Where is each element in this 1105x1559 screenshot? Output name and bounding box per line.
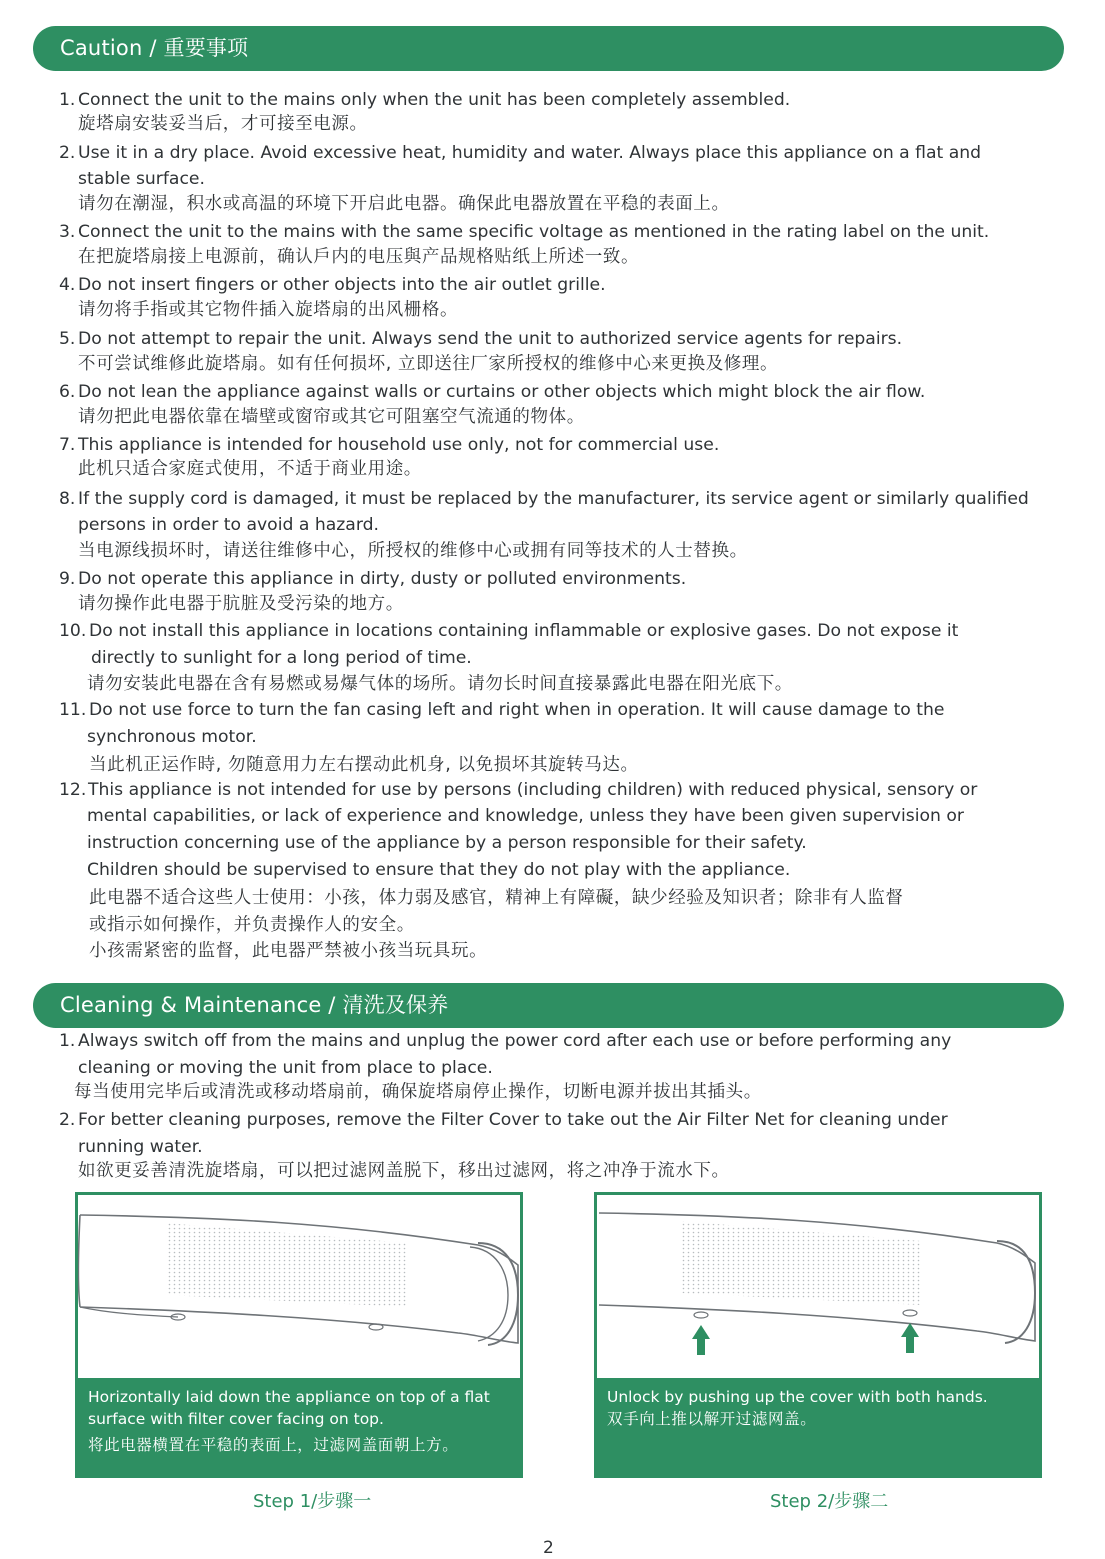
item-number: 7. xyxy=(59,435,76,455)
push-up-arrow-icon xyxy=(901,1323,919,1353)
item-text: Do not install this appliance in locations containing inflammable or explosive gases. Do not expose it xyxy=(89,621,959,641)
item-text-zh: 请勿将手指或其它物件插入旋塔扇的出风栅格。 xyxy=(78,300,459,320)
item-text: Always switch off from the mains and unplug the power cord after each use or before performing any xyxy=(78,1031,952,1051)
step-2-figure xyxy=(594,1192,1042,1478)
item-text: Do not lean the appliance against walls or curtains or other objects which might block the air flow. xyxy=(78,382,926,402)
step-2-label: Step 2/步骤二 xyxy=(770,1491,889,1512)
item-text: mental capabilities, or lack of experience and knowledge, unless they have been given supervision or xyxy=(87,806,964,826)
item-text: Do not attempt to repair the unit. Always send the unit to authorized service agents for repairs. xyxy=(78,329,903,349)
item-text: Do not operate this appliance in dirty, dusty or polluted environments. xyxy=(78,569,687,589)
item-number: 3. xyxy=(59,222,76,242)
item-text: For better cleaning purposes, remove the Filter Cover to take out the Air Filter Net for cleaning under xyxy=(78,1110,948,1130)
item-text: Do not insert fingers or other objects into the air outlet grille. xyxy=(78,275,606,295)
step-1-label: Step 1/步骤一 xyxy=(253,1491,372,1512)
item-text: directly to sunlight for a long period of time. xyxy=(91,648,472,668)
item-text: This appliance is intended for household use only, not for commercial use. xyxy=(78,435,720,455)
item-text: Use it in a dry place. Avoid excessive heat, humidity and water. Always place this appliance on a flat and xyxy=(78,143,982,163)
caution-title: Caution / 重要事项 xyxy=(60,36,249,60)
item-number: 2. xyxy=(59,143,76,163)
step-2-caption xyxy=(597,1378,1039,1475)
item-text: Children should be supervised to ensure that they do not play with the appliance. xyxy=(87,860,791,880)
item-text: cleaning or moving the unit from place to place. xyxy=(78,1058,493,1078)
item-text: stable surface. xyxy=(78,169,205,189)
item-text-zh: 请勿安装此电器在含有易燃或易爆气体的场所。请勿长时间直接暴露此电器在阳光底下。 xyxy=(87,674,793,694)
cleaning-section-header xyxy=(33,983,1064,1028)
page-number: 2 xyxy=(543,1538,554,1558)
push-up-arrow-icon xyxy=(692,1325,710,1355)
item-text-zh: 此电器不适合这些人士使用：小孩，体力弱及感官，精神上有障礙，缺少经验及知识者；除非有人监督 xyxy=(89,888,904,908)
item-text-zh: 或指示如何操作，并负责操作人的安全。 xyxy=(89,915,415,935)
caption-text: surface with filter cover facing on top. xyxy=(88,1410,384,1428)
cleaning-title: Cleaning & Maintenance / 清洗及保养 xyxy=(60,993,449,1017)
item-text-zh: 请勿把此电器依靠在墙壁或窗帘或其它可阻塞空气流通的物体。 xyxy=(78,407,585,427)
item-text: instruction concerning use of the appliance by a person responsible for their safety. xyxy=(87,833,807,853)
fan-unlock-illustration xyxy=(597,1195,1039,1378)
item-number: 9. xyxy=(59,569,76,589)
item-text-zh: 在把旋塔扇接上电源前，确认戶内的电压與产品规格贴纸上所述一致。 xyxy=(78,247,640,267)
item-text-zh: 请勿在潮湿，积水或高温的环境下开启此电器。确保此电器放置在平稳的表面上。 xyxy=(78,194,730,214)
item-number: 5. xyxy=(59,329,76,349)
item-number: 6. xyxy=(59,382,76,402)
item-text-zh: 此机只适合家庭式使用，不适于商业用途。 xyxy=(78,459,422,479)
item-number: 1. xyxy=(59,1031,76,1051)
item-text: Do not use force to turn the fan casing left and right when in operation. It will cause damage to the xyxy=(89,700,945,720)
item-text-zh: 请勿操作此电器于肮脏及受污染的地方。 xyxy=(78,594,404,614)
item-number: 12. xyxy=(59,780,87,800)
item-number: 4. xyxy=(59,275,76,295)
item-text-zh: 当电源线损坏时，请送往维修中心，所授权的维修中心或拥有同等技术的人士替换。 xyxy=(78,541,748,561)
caption-text: Horizontally laid down the appliance on top of a flat xyxy=(88,1388,490,1406)
item-text: If the supply cord is damaged, it must be replaced by the manufacturer, its service agent or similarly qualified xyxy=(78,489,1029,509)
fan-lying-illustration xyxy=(78,1195,520,1378)
step-1-caption xyxy=(78,1378,520,1475)
item-number: 1. xyxy=(59,90,76,110)
caution-section-header xyxy=(33,26,1064,71)
item-number: 10. xyxy=(59,621,87,641)
item-text: running water. xyxy=(78,1137,203,1157)
item-text-zh: 每当使用完毕后或清洗或移动塔扇前，确保旋塔扇停止操作，切断电源并拔出其插头。 xyxy=(74,1082,762,1102)
caption-text-zh: 将此电器横置在平稳的表面上，过滤网盖面朝上方。 xyxy=(88,1436,459,1454)
caption-text-zh: 双手向上推以解开过滤网盖。 xyxy=(607,1410,817,1428)
item-number: 2. xyxy=(59,1110,76,1130)
item-text-zh: 不可尝试维修此旋塔扇。如有任何损坏, 立即送往厂家所授权的维修中心来更换及修理。 xyxy=(78,354,779,374)
step-1-figure xyxy=(75,1192,523,1478)
item-text-zh: 当此机正运作時, 勿随意用力左右摆动此机身, 以免损坏其旋转马达。 xyxy=(89,755,639,775)
item-text: synchronous motor. xyxy=(87,727,257,747)
item-text: Connect the unit to the mains with the same specific voltage as mentioned in the rating label on the unit. xyxy=(78,222,990,242)
item-number: 8. xyxy=(59,489,76,509)
caption-text: Unlock by pushing up the cover with both hands. xyxy=(607,1388,988,1406)
item-text: Connect the unit to the mains only when the unit has been completely assembled. xyxy=(78,90,791,110)
item-text: This appliance is not intended for use by persons (including children) with reduced physical, sensory or xyxy=(88,780,978,800)
item-text-zh: 小孩需紧密的监督，此电器严禁被小孩当玩具玩。 xyxy=(89,941,488,961)
item-text-zh: 如欲更妥善清洗旋塔扇，可以把过滤网盖脱下，移出过滤网，将之冲净于流水下。 xyxy=(78,1161,730,1181)
item-number: 11. xyxy=(59,700,87,720)
item-text-zh: 旋塔扇安装妥当后，才可接至电源。 xyxy=(78,114,368,134)
item-text: persons in order to avoid a hazard. xyxy=(78,515,379,535)
